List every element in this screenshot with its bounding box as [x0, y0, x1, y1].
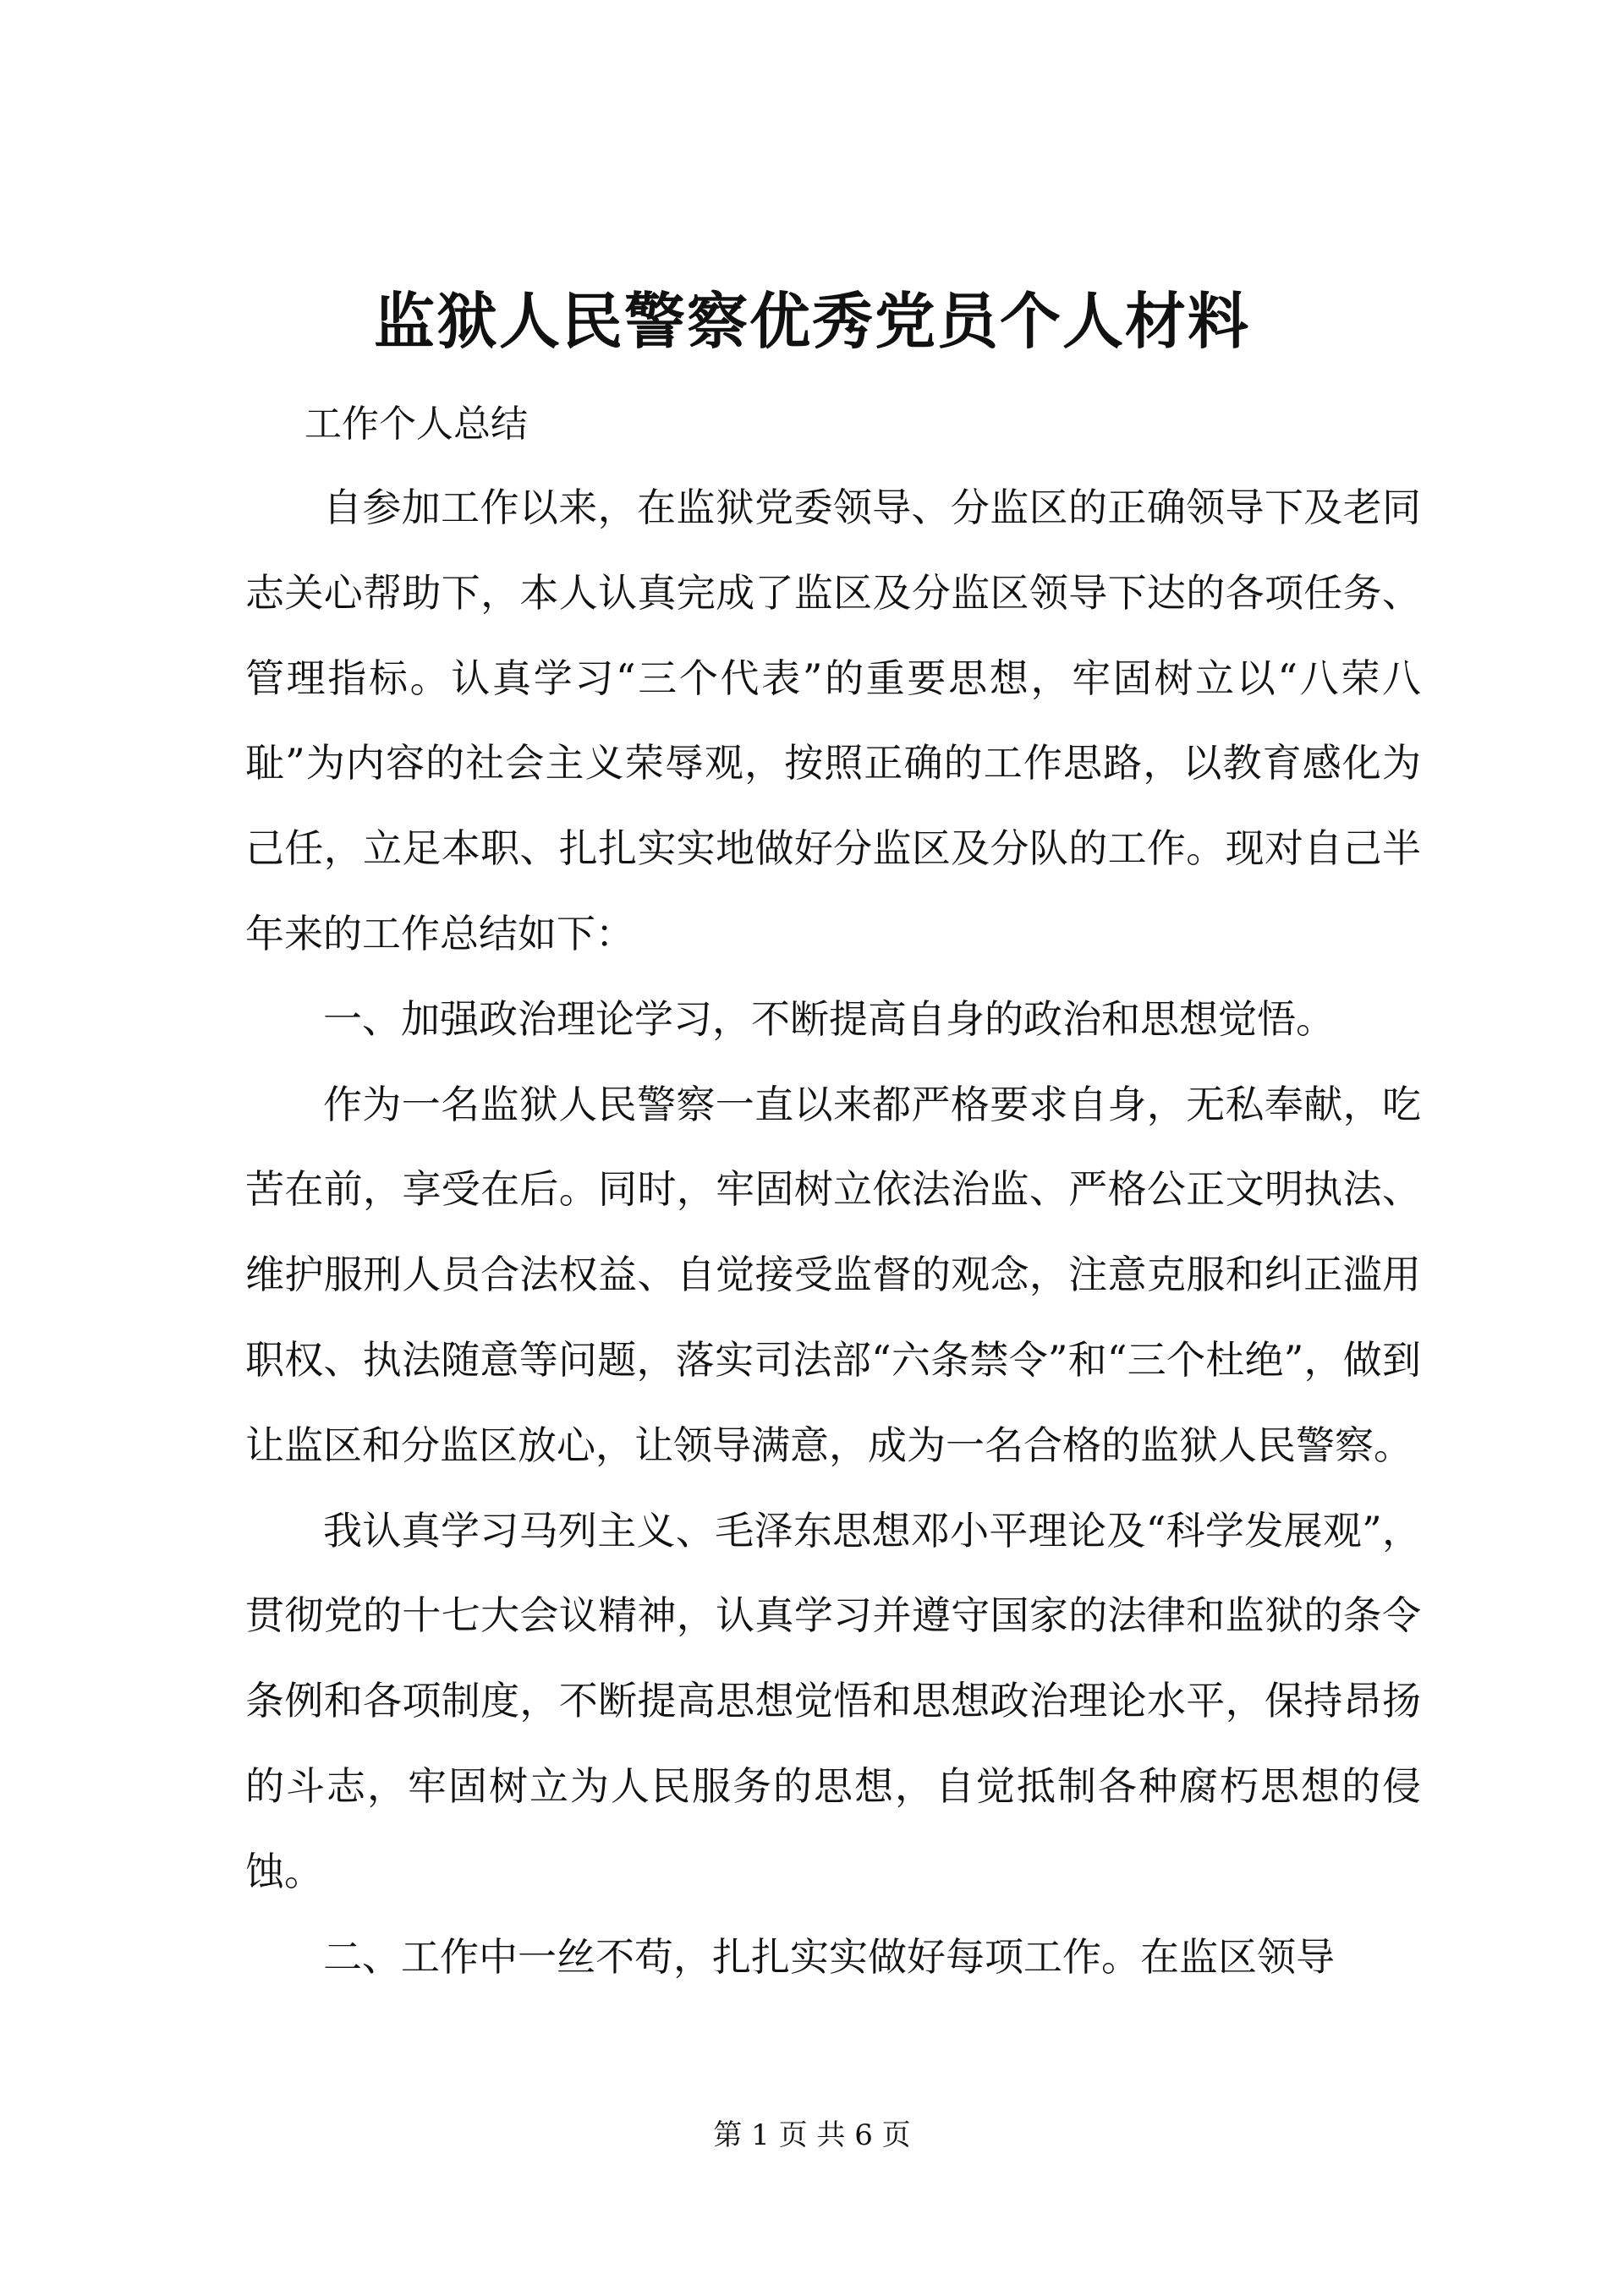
document-title: 监狱人民警察优秀党员个人材料	[373, 285, 1250, 357]
paragraph: 作为一名监狱人民警察一直以来都严格要求自身，无私奉献，吃苦在前，享受在后。同时，牢固树立依法治监、严格公正文明执法、维护服刑人员合法权益、自觉接受监督的观念，注意克服和纠正滥用职权、执法随意等问题，落实司法部“六条禁令”和“三个杜绝”，做到让监区和分监区放心，让领导满意，成为一名合格的监狱人民警察。	[245, 1081, 1421, 1468]
paragraph: 自参加工作以来，在监狱党委领导、分监区的正确领导下及老同志关心帮助下，本人认真完成了监区及分监区领导下达的各项任务、管理指标。认真学习“三个代表”的重要思想，牢固树立以“八荣八耻”为内容的社会主义荣辱观，按照正确的工作思路，以教育感化为己任，立足本职、扎扎实实地做好分监区及分队的工作。现对自己半年来的工作总结如下：	[245, 485, 1421, 956]
document-body	[245, 465, 1421, 1999]
document-subtitle: 工作个人总结	[304, 403, 528, 446]
paragraph: 一、加强政治理论学习，不断提高自身的政治和思想觉悟。	[323, 995, 1335, 1042]
paragraph: 二、工作中一丝不苟，扎扎实实做好每项工作。在监区领导	[323, 1933, 1335, 1980]
paragraph: 我认真学习马列主义、毛泽东思想邓小平理论及“科学发展观”，贯彻党的十七大会议精神，认真学习并遵守国家的法律和监狱的条令条例和各项制度，不断提高思想觉悟和思想政治理论水平，保持昂扬的斗志，牢固树立为人民服务的思想，自觉抵制各种腐朽思想的侵蚀。	[245, 1507, 1421, 1894]
page-number-footer: 第 1 页 共 6 页	[713, 2118, 911, 2152]
